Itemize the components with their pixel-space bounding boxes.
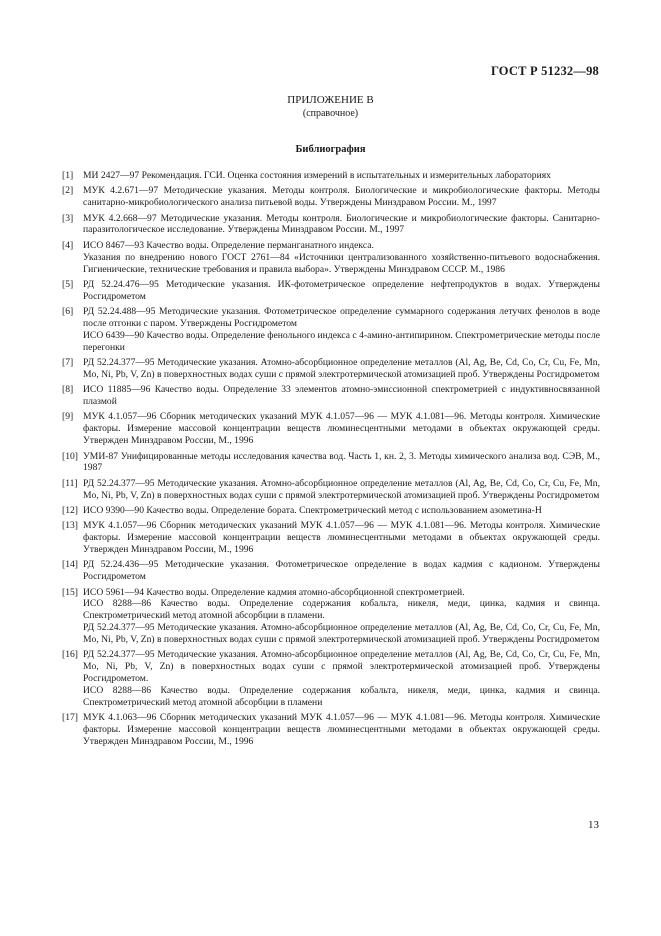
reference-item: [62, 185, 600, 209]
reference-text: РД 52.24.377—95 Методические указания. Атомно-абсорбционное определение металлов (Al, Ag, Be, Cd, Co, Cr, Cu, Fe, Mn, Mo, Ni, Pb, V, Zn) в поверхностных водах суши с прямой электротермической атомизацией проб. Утверждены Росгидрометом: [83, 477, 600, 501]
reference-text: РД 52.24.377—95 Методические указания. Атомно-абсорбционное определение металлов (Al, Ag, Be, Cd, Co, Cr, Cu, Fe, Mn, Mo, Ni, Pb, V, Zn) в поверхностных водах суши с прямой электротермической атомизацией проб. Утверждены Росгидрометом.: [83, 649, 600, 685]
reference-item: [62, 240, 600, 276]
reference-text: ИСО 5961—94 Качество воды. Определение кадмия атомно-абсорбционной спектрометрией.: [83, 586, 465, 598]
reference-number: [14]: [62, 559, 78, 571]
reference-item: [62, 170, 600, 182]
reference-item: [62, 559, 600, 583]
reference-text: МУК 4.1.057—96 Сборник методических указаний МУК 4.1.057—96 — МУК 4.1.081—96. Методы контроля. Химические факторы. Измерение массовой концентрации веществ люминесцентными методами в объектах окружающей среды. Утвержден Минздравом России, М., 1996: [83, 520, 600, 556]
appendix-subtitle: (справочное): [302, 108, 359, 119]
reference-number: [2]: [62, 185, 74, 197]
bibliography-title: Библиография: [295, 144, 366, 155]
reference-item: [62, 411, 600, 447]
reference-number: [13]: [62, 520, 78, 532]
reference-text: ИСО 8467—93 Качество воды. Определение перманганатного индекса.: [83, 239, 374, 251]
reference-number: [11]: [62, 477, 78, 489]
document-standard-code: ГОСТ Р 51232—98: [490, 64, 599, 78]
reference-number: [1]: [62, 170, 74, 181]
reference-text: УМИ-87 Унифицированные методы исследования качества вод. Часть 1, кн. 2, 3. Методы химического анализа вод. СЭВ, М., 1987: [83, 450, 600, 474]
reference-text: РД 52.24.476—95 Методические указания. ИК-фотометрическое определение нефтепродуктов в водах. Утверждены Росгидрометом: [83, 278, 600, 302]
reference-item: [62, 712, 600, 748]
reference-number: [3]: [62, 212, 74, 224]
reference-number: [12]: [62, 504, 78, 516]
reference-item: [62, 451, 600, 475]
reference-number: [15]: [62, 586, 78, 598]
reference-text: МУК 4.1.057—96 Сборник методических указаний МУК 4.1.057—96 — МУК 4.1.081—96. Методы контроля. Химические факторы. Измерение массовой концентрации веществ люминесцентными методами в объектах окружающей среды. Утвержден Минздравом России, М., 1996: [83, 411, 600, 447]
reference-number: [8]: [62, 384, 74, 396]
reference-item: [62, 357, 600, 381]
reference-item: [62, 384, 600, 408]
reference-item: [62, 478, 600, 502]
reference-text: ИСО 8288—86 Качество воды. Определение содержания кобальта, никеля, меди, цинка, кадмия и свинца. Спектрометрический метод атомной абсорбции в пламени.: [83, 598, 600, 622]
reference-text: РД 52.24.377—95 Методические указания. Атомно-абсорбционное определение металлов (Al, Ag, Be, Cd, Co, Cr, Cu, Fe, Mn, Mo, Ni, Pb, V, Zn) в поверхностных водах суши с прямой электротермической атомизацией проб. Утверждены Росгидрометом: [83, 622, 600, 646]
reference-item: [62, 213, 600, 237]
reference-number: [7]: [62, 357, 74, 369]
reference-number: [9]: [62, 411, 74, 423]
page-number: 13: [588, 819, 599, 831]
reference-text: МУК 4.1.063—96 Сборник методических указаний МУК 4.1.057—96 — МУК 4.1.081—96. Методы контроля. Химические факторы. Измерение массовой концентрации веществ люминесцентными методами в объектах окружающей среды. Утвержден Минздравом России, М., 1996: [83, 712, 600, 748]
reference-item: [62, 279, 600, 303]
appendix-title: ПРИЛОЖЕНИЕ В: [287, 94, 374, 106]
reference-text: ИСО 6439—90 Качество воды. Определение фенольного индекса с 4-амино-антипирином. Спектрометрические методы после перегонки: [83, 329, 600, 353]
reference-item: [62, 505, 600, 517]
reference-item: [62, 520, 600, 556]
reference-text: ИСО 8288—86 Качество воды. Определение содержания кобальта, никеля, меди, цинка, кадмия и свинца. Спектрометрический метод атомной абсорбции в пламени: [83, 685, 600, 709]
bibliography-list: [62, 170, 600, 752]
reference-text: МИ 2427—97 Рекомендация. ГСИ. Оценка состояния измерений в испытательных и измерительных лабораториях: [83, 170, 551, 181]
reference-item: [62, 587, 600, 647]
reference-text: ИСО 11885—96 Качество воды. Определение 33 элементов атомно-эмиссионной спектрометрией с индуктивносвязанной плазмой: [83, 384, 600, 408]
reference-number: [5]: [62, 278, 74, 290]
reference-number: [6]: [62, 306, 74, 318]
reference-text: РД 52.24.436—95 Методические указания. Фотометрическое определение в водах кадмия с кадионом. Утверждены Росгидрометом: [83, 559, 600, 583]
reference-number: [16]: [62, 649, 78, 661]
reference-text: МУК 4.2.668—97 Методические указания. Методы контроля. Биологические и микробиологические факторы. Санитарно-паразитологическое исследование. Утверждены Минздравом России. М., 1997: [83, 212, 600, 236]
reference-text: Указания по внедрению нового ГОСТ 2761—84 «Источники централизованного хозяйственно-питьевого водоснабжения. Гигиенические, технические требования и правила выбора». Утверждены Минздравом СССР. М., 1986: [83, 251, 600, 275]
reference-item: [62, 306, 600, 354]
appendix-heading: [0, 94, 661, 120]
reference-text: ИСО 9390—90 Качество воды. Определение бората. Спектрометрический метод с использованием азометина-Н: [83, 504, 542, 516]
reference-text: РД 52.24.377—95 Методические указания. Атомно-абсорбционное определение металлов (Al, Ag, Be, Cd, Co, Cr, Cu, Fe, Mn, Mo, Ni, Pb, V, Zn) в поверхностных водах суши с прямой электротермической атомизацией проб. Утверждены Росгидрометом: [83, 357, 600, 380]
reference-number: [17]: [62, 712, 78, 724]
reference-number: [10]: [62, 450, 78, 462]
reference-text: МУК 4.2.671—97 Методические указания. Методы контроля. Биологические и микробиологические факторы. Методы санитарно-микробиологического анализа питьевой воды. Утверждены Минздравом России. М., 1997: [83, 185, 600, 209]
reference-number: [4]: [62, 239, 74, 251]
reference-text: РД 52.24.488—95 Методические указания. Фотометрическое определение суммарного содержания летучих фенолов в воде после отгонки с паром. Утверждены Росгидрометом: [83, 306, 600, 329]
reference-item: [62, 649, 600, 709]
